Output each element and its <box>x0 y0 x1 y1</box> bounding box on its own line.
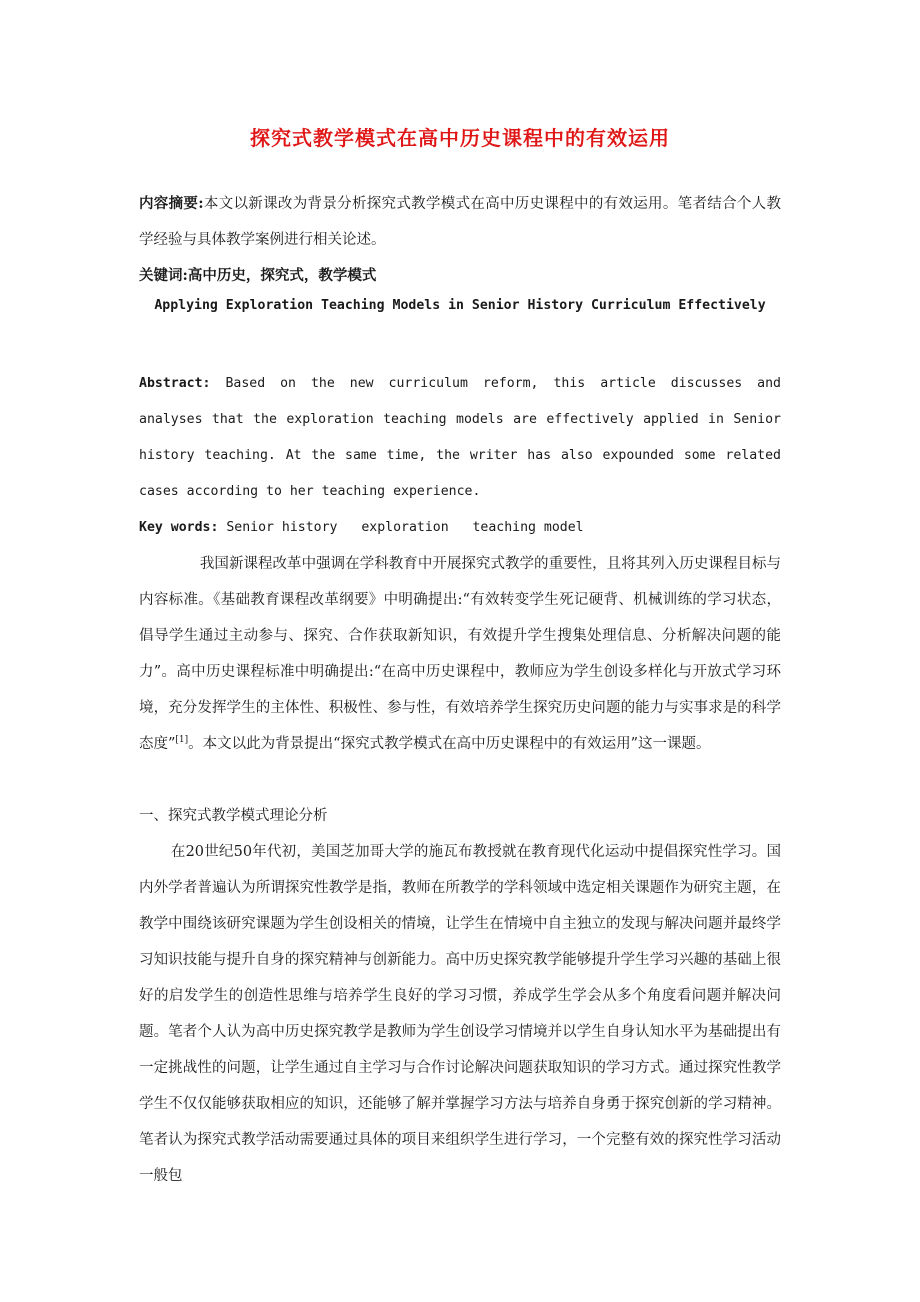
english-title: Applying Exploration Teaching Models in Senior History Curriculum Effectively <box>154 298 766 313</box>
abstract-en-text: Based on the new curriculum reform, this article discusses and analyses that the exploration teaching models are effectively applied in Senior history teaching. At the same time, the writer has also expounded some related cases according to her teaching experience. <box>139 376 781 499</box>
keywords-en-label: Key words: <box>139 520 219 535</box>
abstract-cn-text: 本文以新课改为背景分析探究式教学模式在高中历史课程中的有效运用。笔者结合个人教学经验与具体教学案例进行相关论述。 <box>139 196 781 248</box>
paragraph-1-text: 我国新课程改革中强调在学科教育中开展探究式教学的重要性，且将其列入历史课程目标与内容标准。《基础教育课程改革纲要》中明确提出:“有效转变学生死记硬背、机械训练的学习状态，倡导学生通过主动参与、探究、合作获取新知识，有效提升学生搜集处理信息、分析解决问题的能力”。高中历史课程标准中明确提出:“在高中历史课程中，教师应为学生创设多样化与开放式学习环境，充分发挥学生的主体性、积极性、参与性，有效培养学生探究历史问题的能力与实事求是的科学态度” <box>139 556 781 752</box>
abstract-cn-label: 内容摘要: <box>139 195 204 212</box>
keywords-cn <box>139 258 781 294</box>
section-1-heading: 一、探究式教学模式理论分析 <box>139 808 328 824</box>
citation-ref: [1] <box>175 735 189 746</box>
paper-title: 探究式教学模式在高中历史课程中的有效运用 <box>250 126 670 150</box>
keywords-cn-label: 关键词: <box>139 267 188 284</box>
keywords-cn-text: 高中历史，探究式，教学模式 <box>187 267 377 284</box>
abstract-en <box>139 366 781 510</box>
abstract-cn <box>139 186 781 258</box>
abstract-en-label: Abstract: <box>139 376 211 391</box>
keywords-en <box>139 510 781 546</box>
keywords-en-text: Senior history exploration teaching model <box>218 520 584 535</box>
paragraph-1-tail: 。本文以此为背景提出“探究式教学模式在高中历史课程中的有效运用”这一课题。 <box>188 736 711 752</box>
paragraph-2: 在20世纪50年代初，美国芝加哥大学的施瓦布教授就在教育现代化运动中提倡探究性学习。国内外学者普遍认为所谓探究性教学是指，教师在所教学的学科领域中选定相关课题作为研究主题，在教学中围绕该研究课题为学生创设相关的情境，让学生在情境中自主独立的发现与解决问题并最终学习知识技能与提升自身的探究精神与创新能力。高中历史探究教学能够提升学生学习兴趣的基础上很好的启发学生的创造性思维与培养学生良好的学习习惯，养成学生学会从多个角度看问题并解决问题。笔者个人认为高中历史探究教学是教师为学生创设学习情境并以学生自身认知水平为基础提出有一定挑战性的问题，让学生通过自主学习与合作讨论解决问题获取知识的学习方式。通过探究性教学学生不仅仅能够获取相应的知识，还能够了解并掌握学习方法与培养自身勇于探究创新的学习精神。笔者认为探究式教学活动需要通过具体的项目来组织学生进行学习，一个完整有效的探究性学习活动一般包 <box>139 844 781 1184</box>
paragraph-1 <box>139 546 781 762</box>
